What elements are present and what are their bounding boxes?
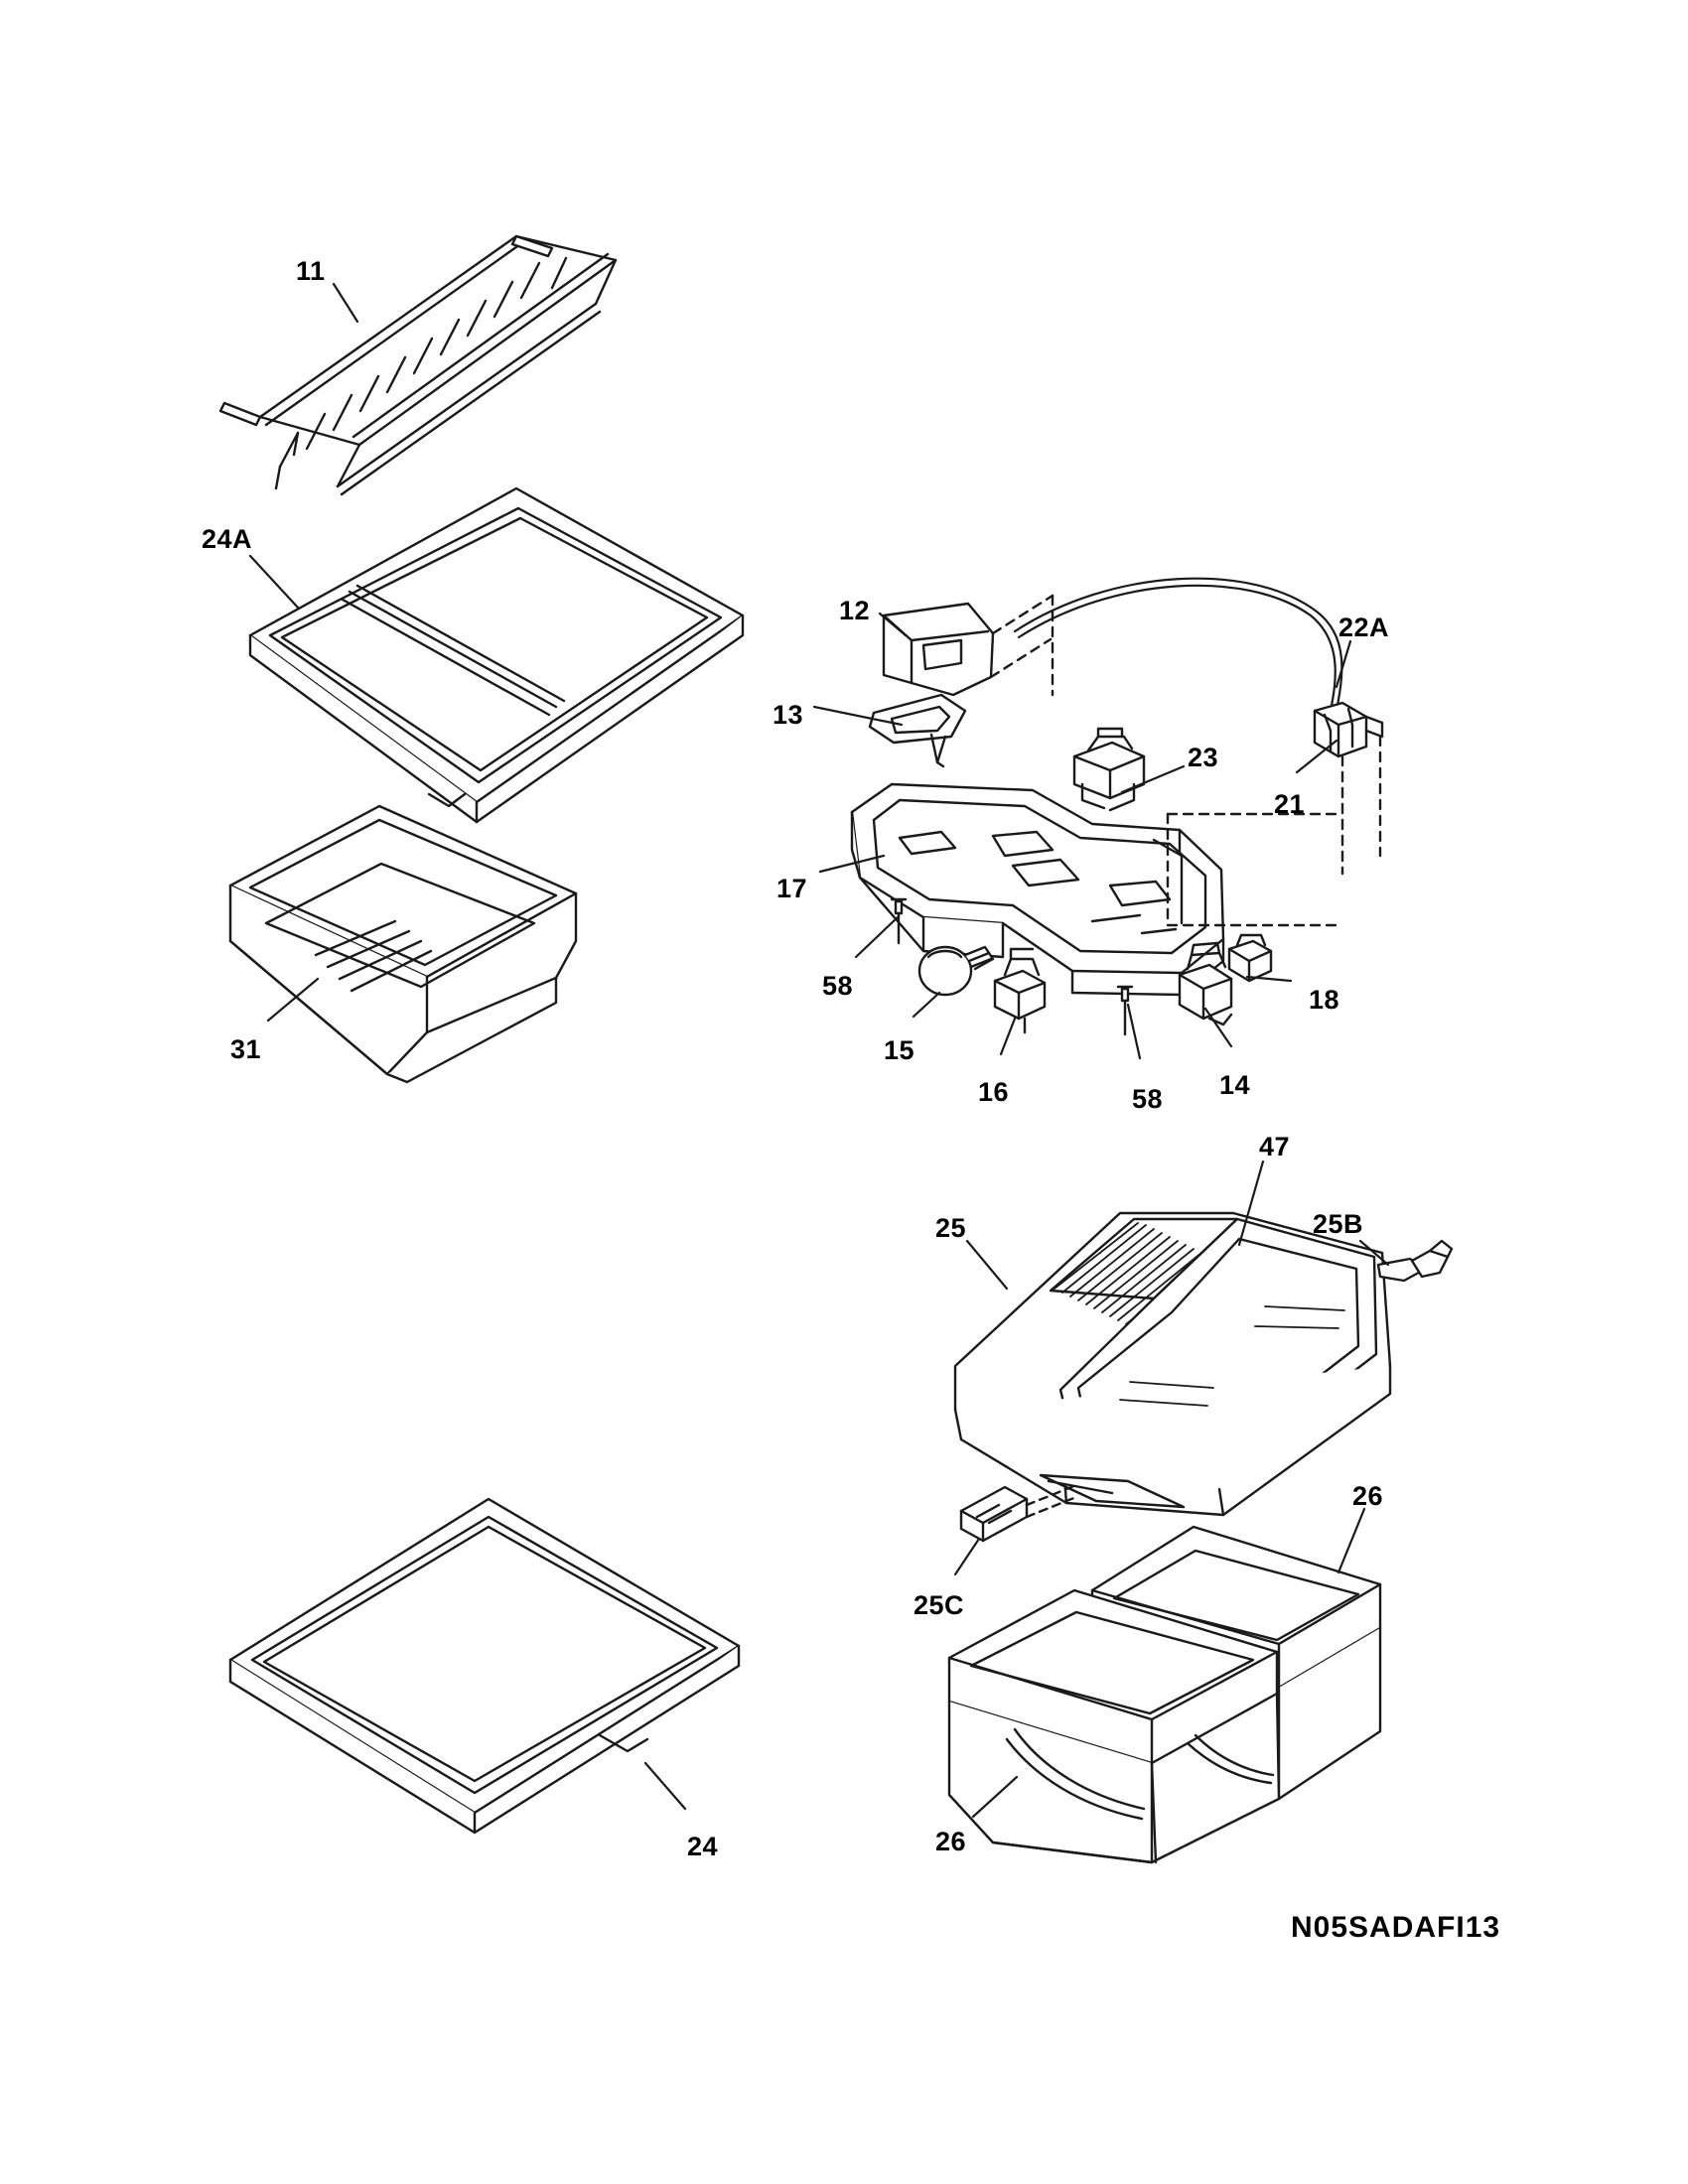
diagram-code: N05SADAFI13 bbox=[1291, 1911, 1501, 1944]
callout-13: 13 bbox=[773, 700, 804, 730]
callout-26-front: 26 bbox=[935, 1827, 967, 1856]
callout-15: 15 bbox=[884, 1035, 915, 1065]
callout-11: 11 bbox=[296, 256, 326, 286]
callout-12: 12 bbox=[839, 596, 871, 625]
callout-47: 47 bbox=[1259, 1132, 1291, 1161]
callout-25B: 25B bbox=[1313, 1209, 1364, 1239]
callout-58-upper: 58 bbox=[822, 971, 854, 1001]
callout-31: 31 bbox=[230, 1034, 262, 1064]
callout-16: 16 bbox=[978, 1077, 1010, 1107]
callout-17: 17 bbox=[776, 874, 808, 903]
callout-14: 14 bbox=[1219, 1070, 1251, 1100]
callout-18: 18 bbox=[1309, 985, 1340, 1015]
callout-24A: 24A bbox=[202, 524, 253, 554]
callout-26-rear: 26 bbox=[1352, 1481, 1384, 1511]
callout-25: 25 bbox=[935, 1213, 967, 1243]
callout-22A: 22A bbox=[1338, 613, 1390, 642]
callout-23: 23 bbox=[1188, 743, 1219, 772]
callout-25C: 25C bbox=[914, 1590, 965, 1620]
callout-24: 24 bbox=[687, 1832, 719, 1861]
callout-58-lower: 58 bbox=[1132, 1084, 1164, 1114]
callout-21: 21 bbox=[1274, 789, 1306, 819]
